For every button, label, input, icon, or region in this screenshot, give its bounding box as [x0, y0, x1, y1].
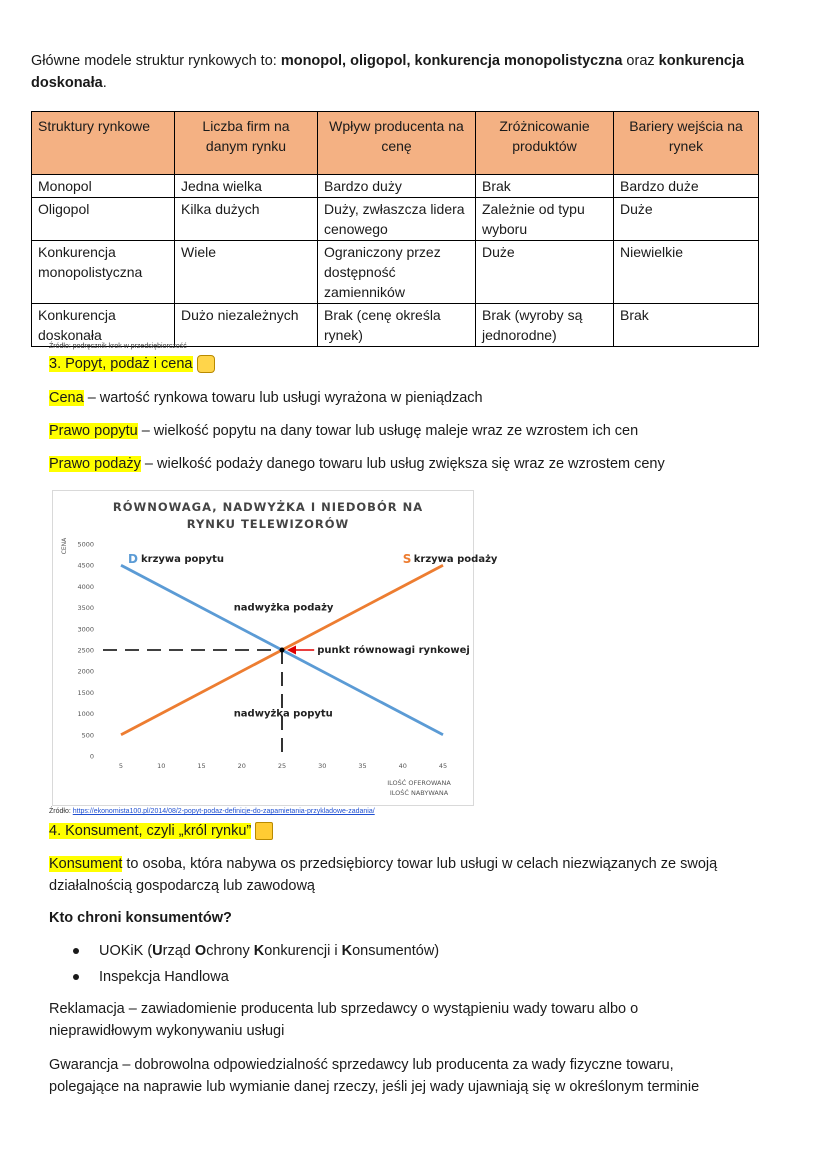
- definition-text: działalnością gospodarczą lub zawodową: [49, 878, 315, 894]
- section-4-title: 4. Konsument, czyli „król rynku”: [49, 823, 252, 839]
- surplus-annotation: nadwyżka podaży: [233, 602, 334, 614]
- definition-text: – wielkość podaży danego towaru lub usług zwiększa się wraz ze wzrostem ceny: [140, 456, 665, 472]
- chart-source-prefix: Źródło:: [49, 808, 73, 815]
- table-header: Struktury rynkowe: [32, 112, 175, 175]
- x-tick-label: 5: [118, 762, 124, 770]
- y-tick-label: 500: [81, 731, 94, 740]
- definition-popyt: [49, 420, 638, 442]
- term-cena: Cena: [49, 390, 84, 406]
- y-tick-label: 4000: [77, 582, 94, 591]
- uokik-text: chrony: [206, 943, 254, 959]
- uokik-text: onsumentów): [352, 943, 440, 959]
- gwarancja-line: Gwarancja – dobrowolna odpowiedzialność sprzedawcy lub producenta za wady fizyczne towaru,: [49, 1057, 674, 1073]
- y-tick-label: 3500: [77, 604, 94, 613]
- table-cell: Niewielkie: [614, 241, 759, 304]
- chart-title-line2: RYNKU TELEWIZORÓW: [186, 517, 350, 531]
- chart-xlabel-line2: ILOŚĆ NABYWANA: [389, 789, 449, 797]
- intro-bold-models: monopol, oligopol, konkurencja monopolistyczna: [280, 53, 623, 69]
- intro-bold-perfect: konkurencja doskonała: [31, 53, 745, 91]
- chart-xlabel-line1: ILOŚĆ OFEROWANA: [387, 779, 451, 787]
- x-tick-label: 10: [157, 762, 166, 770]
- gwarancja-paragraph: [49, 1054, 809, 1098]
- x-tick-label: 45: [438, 762, 448, 770]
- intro-paragraph: [31, 50, 791, 94]
- table-cell: Brak (cenę określa rynek): [318, 304, 476, 347]
- definition-text: – wielkość popytu na dany towar lub usługę maleje wraz ze wzrostem ich cen: [137, 423, 639, 439]
- x-tick-label: 25: [277, 762, 287, 770]
- table-header: Bariery wejścia na rynek: [614, 112, 759, 175]
- table-cell: Bardzo duże: [614, 175, 759, 198]
- table-cell: Monopol: [32, 175, 175, 198]
- table-header: Zróżnicowanie produktów: [476, 112, 614, 175]
- table-cell: Brak (wyroby są jednorodne): [476, 304, 614, 347]
- market-structures-table: [31, 111, 759, 347]
- chart-source: [49, 808, 375, 815]
- table-cell: Ograniczony przez dostępność zamienników: [318, 241, 476, 304]
- table-cell: Duże: [614, 198, 759, 241]
- uokik-text: onkurencji i: [264, 943, 342, 959]
- x-tick-label: 20: [237, 762, 246, 770]
- table-cell: Duży, zwłaszcza lidera cenowego: [318, 198, 476, 241]
- equilibrium-point: [280, 648, 285, 653]
- list-item: Inspekcja Handlowa: [49, 964, 439, 990]
- uokik-initial: K: [341, 943, 353, 959]
- table-cell: Jedna wielka: [175, 175, 318, 198]
- konsument-definition: [49, 853, 769, 897]
- x-tick-label: 15: [197, 762, 206, 770]
- table-header: Liczba firm na danym rynku: [175, 112, 318, 175]
- y-tick-label: 3000: [77, 625, 94, 634]
- definition-text: – wartość rynkowa towaru lub usługi wyrażona w pieniądzach: [83, 390, 483, 406]
- table-cell: Konkurencja monopolistyczna: [32, 241, 175, 304]
- section-4-heading: [49, 820, 273, 842]
- table-cell: Brak: [614, 304, 759, 347]
- table-cell: Brak: [476, 175, 614, 198]
- table-source: Źródło: podręcznik krok w przedsiębiorczość: [49, 343, 187, 350]
- table-cell: Zależnie od typu wyboru: [476, 198, 614, 241]
- equilibrium-label: punkt równowagi rynkowej: [317, 645, 470, 656]
- table-cell: Duże: [476, 241, 614, 304]
- x-tick-label: 30: [318, 762, 327, 770]
- table-row: [32, 241, 759, 304]
- demand-curve-label: krzywa popytu: [141, 554, 224, 566]
- chart-title-line1: RÓWNOWAGA, NADWYŻKA I NIEDOBÓR NA: [112, 500, 424, 514]
- y-tick-label: 1000: [77, 710, 94, 719]
- supply-demand-chart: [52, 490, 498, 806]
- shortage-annotation: nadwyżka popytu: [233, 708, 333, 720]
- definition-text: to osoba, która nabywa os przedsiębiorcy towar lub usługi w celach niezwiązanych ze swoją: [122, 856, 718, 872]
- table-cell: Kilka dużych: [175, 198, 318, 241]
- reklamacja-paragraph: [49, 998, 638, 1042]
- protect-question: Kto chroni konsumentów?: [49, 910, 232, 926]
- institutions-list: [49, 938, 439, 990]
- section-3-title: 3. Popyt, podaż i cena: [49, 356, 193, 372]
- uokik-text: UOKiK (: [99, 943, 153, 959]
- supply-curve-letter: S: [402, 552, 412, 567]
- y-tick-label: 2500: [77, 646, 94, 655]
- y-tick-label: 4500: [77, 561, 94, 570]
- term-prawo-podazy: Prawo podaży: [49, 456, 141, 472]
- ok-hand-icon: [197, 355, 215, 373]
- uokik-text: rząd: [162, 943, 195, 959]
- table-cell: Konkurencja doskonała: [32, 304, 175, 347]
- intro-text: Główne modele struktur rynkowych to:: [31, 53, 281, 69]
- table-cell: Oligopol: [32, 198, 175, 241]
- table-header: Wpływ producenta na cenę: [318, 112, 476, 175]
- chart-svg: [53, 491, 498, 805]
- uokik-initial: O: [194, 943, 207, 959]
- uokik-initial: K: [253, 943, 265, 959]
- table-cell: Bardzo duży: [318, 175, 476, 198]
- table-row: [32, 198, 759, 241]
- y-tick-label: 1500: [77, 688, 94, 697]
- chart-source-link[interactable]: https://ekonomista100.pl/2014/08/2-popyt-podaz-definicje-do-zapamietania-przykladowe-zadania/: [72, 808, 375, 815]
- y-tick-label: 2000: [77, 667, 94, 676]
- reklamacja-line: nieprawidłowym wykonywaniu usługi: [49, 1023, 285, 1039]
- definition-cena: [49, 387, 483, 409]
- list-item: [49, 938, 439, 964]
- uokik-initial: U: [152, 943, 163, 959]
- chart-ylabel: CENA: [61, 537, 68, 555]
- term-konsument: Konsument: [49, 856, 123, 872]
- demand-curve-letter: D: [128, 552, 138, 567]
- x-tick-label: 40: [398, 762, 407, 770]
- intro-text: oraz: [622, 53, 659, 69]
- gwarancja-line: polegające na naprawie lub wymianie danej rzeczy, jeśli jej wady ujawniają się w określonym terminie: [49, 1079, 700, 1095]
- y-tick-label: 5000: [77, 540, 94, 549]
- table-cell: Wiele: [175, 241, 318, 304]
- table-row: [32, 175, 759, 198]
- table-header-row: [32, 112, 759, 175]
- x-tick-label: 35: [358, 762, 367, 770]
- table-cell: Dużo niezależnych: [175, 304, 318, 347]
- crown-icon: [255, 822, 273, 840]
- table-row: [32, 304, 759, 347]
- supply-curve-label: krzywa podaży: [413, 554, 498, 566]
- intro-text: .: [102, 75, 107, 91]
- y-tick-label: 0: [89, 752, 94, 761]
- term-prawo-popytu: Prawo popytu: [49, 423, 138, 439]
- section-3-heading: [49, 353, 215, 375]
- definition-podaz: [49, 453, 665, 475]
- reklamacja-line: Reklamacja – zawiadomienie producenta lub sprzedawcy o wystąpieniu wady towaru albo o: [49, 1001, 639, 1017]
